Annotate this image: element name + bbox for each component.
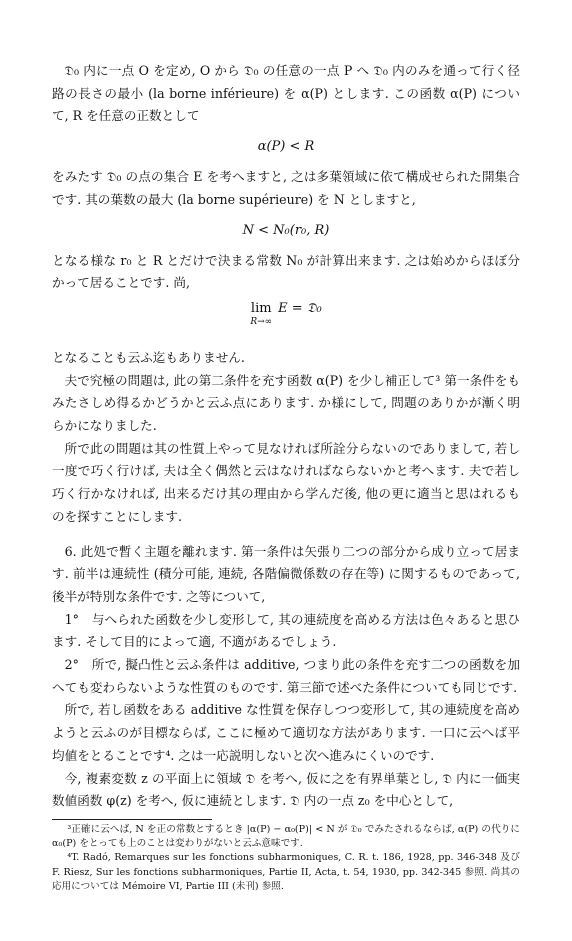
paragraph-item-1: 1° 与へられた函数を少し変形して, 其の連続度を高める方法は色々あると思ひます. そして目的によって適, 不適があるでしょう.	[52, 611, 520, 650]
paragraph-item-2: 2° 所で, 擬凸性と云ふ条件は additive, つまり此の条件を充す二つの函数を加へても変わらないような性質のものです. 第三節で述べた条件についても同じです.	[52, 657, 520, 695]
limit-expression: E = 𝔇₀	[278, 300, 322, 316]
paragraph-6: 所で此の問題は其の性質上やって見なければ所詮分らないのでありまして, 若し一度で巧く行けば, 夫は全く偶然と云はなければならないかと考へます. 夫で若し巧く行かなければ, 出来るだけ其の理由から学んだ後, 他の更に適当と思はれるものを探すことにします.	[52, 440, 520, 524]
footnote-4: ⁴T. Radó, Remarques sur les fonctions subharmoniques, C. R. t. 186, 1928, pp. 346-348 及び F. Riesz, Sur les fonctions subharmoniques, Partie II, Acta, t. 54, 1930, pp. 342-345 参照. 尚其の応用については Mémoire VI, Partie III (未刊) 参照.	[52, 852, 530, 892]
limit-label: lim	[250, 300, 272, 316]
document-page	[52, 60, 530, 894]
paragraph-11: 今, 複素変数 z の平面上に領域 𝔇 を考へ, 仮に之を有界単葉とし, 𝔇 内に一価実数値函数 φ(z) を考へ, 仮に連続とします. 𝔇 内の一点 z₀ を中心として,	[52, 770, 520, 809]
paragraph-10: 所で, 若し函数をある additive な性質を保存しつつ変形して, 其の連続度を高めようと云ふのが目標ならば, ここに極めて適切な方法があります. 一口に云へば平均値をとることです⁴. 之は一応説明しないと次へ進みにくいのです.	[52, 702, 520, 763]
equation-limit	[52, 301, 520, 345]
equation-alpha-less-than-r: α(P) < R	[257, 139, 315, 155]
paragraph-1: 𝔇₀ 内に一点 O を定め, O から 𝔇₀ の任意の一点 P へ 𝔇₀ 内のみを通って行く径路の長さの最小 (la borne inférieure) を α(P) とします. この函数 α(P) について, R を任意の正数として	[52, 63, 520, 124]
paragraph-2: をみたす 𝔇₀ の点の集合 E を考へますと, 之は多葉領域に依て構成せられた開集合です. 其の葉数の最大 (la borne supérieure) を N としますと,	[52, 169, 520, 207]
paragraph-5: 夫で究極の問題は, 此の第二条件を充す函数 α(P) を少し補正して³ 第一条件をもみたさしめ得るかどうかと云ふ点にあります. か様にして, 問題のありかが漸く明らかになりました.	[52, 372, 520, 434]
equation-n-bound: N < N₀(r₀, R)	[242, 222, 330, 238]
paragraph-3: となる様な r₀ と R とだけで決まる常数 N₀ が計算出来ます. 之は始めからほぼ分かって居ることです. 尚,	[52, 252, 520, 291]
paragraph-4: となることも云ふ迄もありません.	[52, 349, 245, 365]
footnote-3: ³正確に云へば, N を正の常数とするとき |α(P) − α₀(P)| < N が 𝔇₀ でみたされるならば, α(P) の代りに α₀(P) をとっても上のことは変わりがないと云ふ意味です.	[52, 823, 520, 850]
section-gap	[52, 529, 520, 541]
footnote-divider	[52, 819, 212, 820]
limit-operator	[250, 301, 272, 327]
paragraph-section-6: 6. 此処で暫く主題を離れます. 第一条件は矢張り二つの部分から成り立って居ます. 前半は連続性 (積分可能, 連続, 各階偏微係数の存在等) に関するものであって, 後半が特別な条件です. 之等について,	[52, 543, 520, 604]
limit-subscript: R→∞	[250, 316, 273, 327]
